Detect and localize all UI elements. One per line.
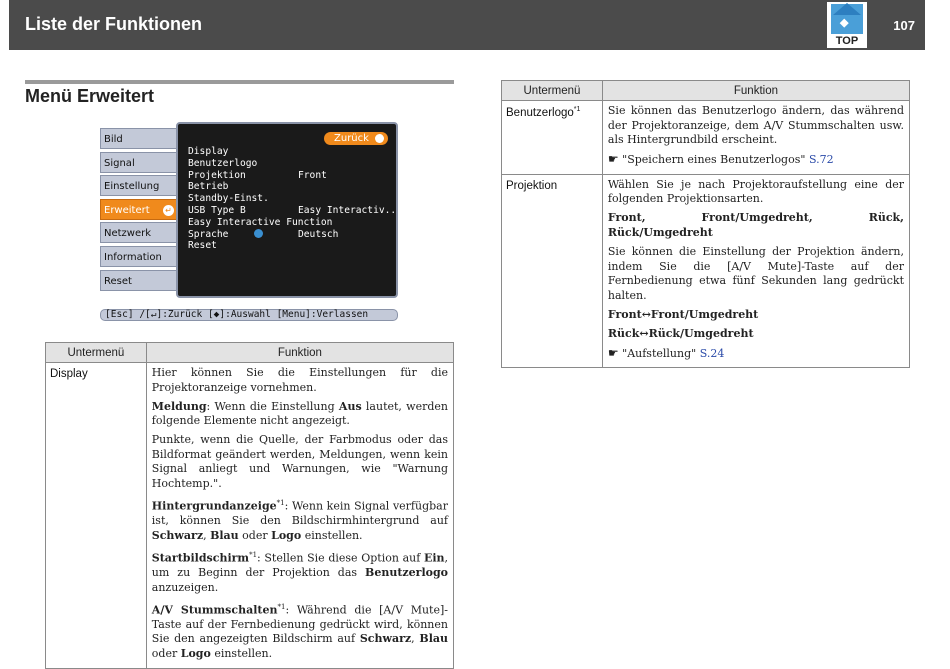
menu-panel [176,122,402,298]
section-divider [25,80,454,84]
section-title: Menü Erweitert [25,86,155,106]
menu-item: Display [188,146,229,157]
table-row [502,174,910,367]
submenu-name: Display [46,363,147,669]
page-number: 107 [893,18,915,33]
column-header: Untermenü [46,343,147,363]
column-header: Funktion [602,81,909,101]
menu-item: Standby-Einst. [188,193,269,205]
menu-item: Benutzerlogo [188,157,258,169]
menu-item: USB Type B Easy Interactiv... [188,204,402,216]
menu-footer: [Esc] /[↵]:Zurück [◆]:Auswahl [Menu]:Verlassen [100,309,398,321]
function-description: Wählen Sie je nach Projektoraufstellung eine der folgenden Projektionsarten. Front, Front/Umgedreht, Rück, Rück/Umgedreht Sie können die Einstellung der Projektion ändern, indem Sie die [A/V Mute]-Taste auf der Fernbedienung etwa fünf Sekunden lang gedrückt halten. Front↔Front/Umgedreht Rück↔Rück/Umgedreht ☛ "Aufstellung" S.24 [602,174,909,367]
back-label: Zurück [334,133,369,144]
column-header: Funktion [146,343,453,363]
pointing-hand-icon: ☛ [607,345,619,360]
home-icon: ◆ [831,4,863,34]
menu-item: Easy Interactive Function [188,216,333,228]
function-table-left [45,342,454,669]
back-button [324,132,388,145]
menu-tabs [100,128,178,293]
submenu-name: Benutzerlogo$^{*1}$ [502,101,603,175]
menu-tab-reset: Reset [100,270,178,291]
page-reference-link[interactable]: S.72 [808,153,834,167]
top-button[interactable] [827,2,867,48]
pointing-hand-icon: ☛ [607,152,619,167]
function-description: Hier können Sie die Einstellungen für die Projektoranzeige vornehmen. Meldung: Wenn die Einstellung Aus lautet, werden folgende Elemente nicht angezeigt. Punkte, wenn die Quelle, der Farbmodus oder das Bildformat geändert werden, Meldungen, wenn kein Signal anliegt und Warnungen, wie "Warnung Hochtemp.". Hintergrundanzeige$^{*1}$: Wenn kein Signal verfügbar ist, können Sie den Bildschirmhintergrund auf Schwarz, Blau oder Logo einstellen. Startbildschirm$^{*1}$: Stellen Sie diese Option auf Ein, um zu Beginn der Projektion das Benutzerlogo anzuzeigen. A/V Stummschalten$^{*1}$: Während die [A/V Mute]-Taste auf der Fernbedienung gedrückt wird, können Sie den angezeigten Bildschirm auf Schwarz, Blau oder Logo einstellen. [146,363,453,669]
submenu-name: Projektion [502,174,603,367]
header-title: Liste der Funktionen [25,14,203,34]
function-description: Sie können das Benutzerlogo ändern, das während der Projektoranzeige, dem A/V Stummschalten usw. als Hintergrundbild erscheint. ☛ "Speichern eines Benutzerlogos" S.72 [602,101,909,175]
enter-icon: ↵ [163,205,174,216]
menu-tab-erweitert-label: Erweitert [104,204,150,216]
menu-tab-netzwerk: Netzwerk [100,222,178,243]
menu-item: Reset [188,240,217,252]
column-header: Untermenü [502,81,603,101]
menu-item: Projektion Front [188,169,327,181]
menu-item: Betrieb [188,181,229,193]
table-row [46,363,454,669]
page-header [9,0,925,50]
menu-tab-einstellung: Einstellung [100,175,178,196]
page-reference-link[interactable]: S.24 [699,346,725,360]
projector-menu-screenshot [100,122,400,322]
globe-icon [254,229,263,238]
menu-tab-erweitert [100,199,178,220]
top-label: TOP [835,35,859,47]
menu-tab-signal: Signal [100,152,178,173]
menu-tab-bild: Bild [100,128,178,149]
enter-icon [375,134,384,143]
menu-tab-information: Information [100,246,178,267]
table-row [502,101,910,175]
menu-items [188,146,402,252]
menu-item: Sprache Deutsch [188,228,339,240]
function-table-right [501,80,910,368]
